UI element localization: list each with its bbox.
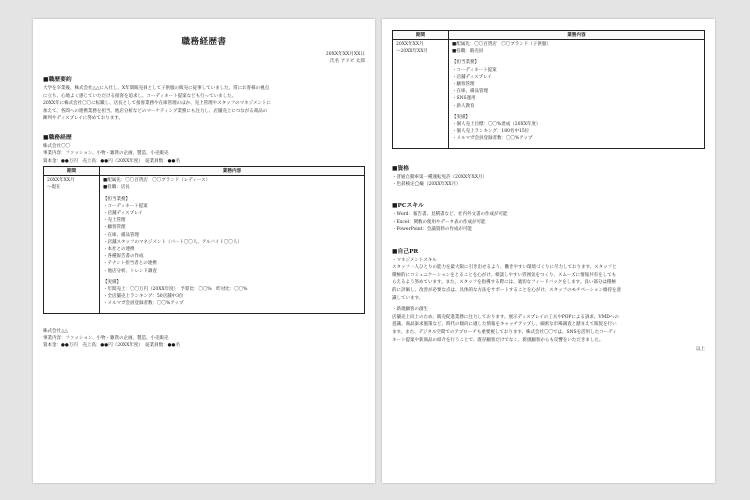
job-line: ・メルマガ会員登録者数：〇〇%アップ xyxy=(452,136,533,142)
table-row xyxy=(393,40,705,149)
job-line: ■役職：販売員 xyxy=(452,49,484,55)
job-line: ・各種報告書の作成 xyxy=(103,254,144,260)
pr-line: ネート提案や新商品の紹介を行うことで、既存顧客だけでなく、新規顧客からも反響をいただきました。 xyxy=(392,337,604,343)
job-line: 【担当業務】 xyxy=(103,196,130,202)
summary-body xyxy=(43,85,365,123)
job-line: ・売上管理 xyxy=(103,218,126,224)
company-name: 株式会社△△ xyxy=(43,328,68,334)
pr-line: ・マネジメントスキル xyxy=(392,257,437,263)
pr-line: ます。また、デジタル空間でのアプローチも重要視しております。株式会社〇〇では、SNSを活用したコーディ xyxy=(392,330,617,336)
career-table xyxy=(43,166,365,313)
table-row xyxy=(44,176,365,313)
pc-skills-heading: ■PCスキル xyxy=(392,203,424,210)
summary-line: に立ち、心地よく感じていただける接客を追求し、コーディネート提案なども行っていました。 xyxy=(43,93,237,99)
job-line: ・在庫、備品管理 xyxy=(103,232,139,238)
summary-line: 加えて、各間への連携業務を担当。他店分析などのマーケティング業務にも注力し、店舗売上につながる商品の xyxy=(43,108,268,114)
summary-line: 20XX年に株式会社〇〇に転職し、店長として接客業務や在庫管理のほか、売上管理やスタッフのマネジメントに xyxy=(43,101,271,107)
summary-heading: ■職歴要約 xyxy=(43,77,72,83)
job-line: ・年間売上：〇〇万円（20XX年度） 予算比：〇〇% 昨対比：〇〇% xyxy=(103,287,248,293)
job-line: ・テナント担当者との連携 xyxy=(103,261,157,267)
job-line: ・コーディネート提案 xyxy=(452,67,497,73)
career-table xyxy=(392,30,705,149)
resume-page-left xyxy=(33,19,375,483)
pr-line: ・新規顧客の創生 xyxy=(392,307,428,313)
job-line: 【担当業務】 xyxy=(452,60,479,66)
content-cell xyxy=(449,40,705,149)
resume-page-right xyxy=(382,19,715,483)
summary-line: 大学を卒業後、株式会社△△に入社し、X年間販売員として子供服の販売に従事していました。常にお客様の視点 xyxy=(43,86,270,91)
job-line: ・コーディネート提案 xyxy=(103,203,148,209)
period-cell xyxy=(393,40,449,149)
job-line: ■配属先：〇〇百貨店 〇〇ブランド（レディース） xyxy=(103,178,211,184)
job-line: ・在庫、備品管理 xyxy=(452,89,488,95)
closing-text: 以上 xyxy=(696,347,705,353)
pr-line: スタッフ一人ひとりの能力を最大限に引き出せるよう、働きやすい環境づくりに尽力しております。スタッフと xyxy=(392,265,617,271)
job-line: ・他店分析、トレンド調査 xyxy=(103,268,157,274)
job-line: ・店舗ディスプレイ xyxy=(103,211,143,216)
job-line: ・個人売上ランキング：180名中15位 xyxy=(452,129,530,135)
pr-line: 店舗売上向上のため、販売促進業務に注力しております。展示ディスプレイの工夫やPOPによる訴求、VMDへの xyxy=(392,314,619,320)
pr-line: 意識、商品訴求施策など、時代の傾向に適した情報をキャッチアップし、細密な市場調査と踏まえて販促を行い xyxy=(392,322,617,328)
company-capital: 資本金：●●万円 売上高：●●円（20XX年度） 従業員数：●●名 xyxy=(43,343,180,349)
job-line: ・本社との連携 xyxy=(103,247,135,253)
period-start: 20XX年XX月 xyxy=(47,178,75,184)
table-header-period: 期間 xyxy=(393,31,449,40)
table-header-content: 業務内容 xyxy=(449,31,705,40)
pc-skill-item: ・Word：報告書、見積書など、社内外文書の作成が可能 xyxy=(392,212,508,218)
period-start: 20XX年XX月 xyxy=(396,42,424,47)
pr-line: 積極的にコミュニケーションをとることを心がけ、相談しやすい雰囲気をつくり、スムーズに情報共有をしても xyxy=(392,272,617,278)
self-pr-heading: ■自己PR xyxy=(392,248,419,255)
job-line: ・個人売上目標：〇〇%達成（20XX年度） xyxy=(452,122,541,128)
job-line: ・顧客管理 xyxy=(452,82,475,88)
summary-line: 陳列やディスプレイに努めております。 xyxy=(43,116,123,122)
table-header-content: 業務内容 xyxy=(100,167,365,176)
document-date: 20XX年XX月XX日 xyxy=(325,52,365,57)
period-end: 〜現在 xyxy=(47,185,61,191)
job-line: 【実績】 xyxy=(103,279,121,285)
content-cell xyxy=(100,176,365,313)
job-line: ・店舗スタッフのマネジメント（パート〇〇人、アルバイト〇〇人） xyxy=(103,239,242,245)
job-line: ・メルマガ会員登録者数：〇〇%アップ xyxy=(103,301,184,307)
job-line: ・新人教育 xyxy=(452,103,475,109)
document-title: 職務経歴書 xyxy=(181,37,227,47)
job-line: ・顧客管理 xyxy=(103,225,126,231)
pr-line: 的に評価し、改善が必要な点は、具体的な方法をサポートすることを心がけ、スタッフのモチベーション維持を意 xyxy=(392,288,622,294)
company-business: 事業内容：ファッション、小物・雑貨の企画、製造、小売販売 xyxy=(43,336,169,342)
qualification-item: ・色彩検定◯級（20XX年XX月） xyxy=(392,182,461,188)
pc-skill-item: ・PowerPoint：会議資料の作成が可能 xyxy=(392,227,472,233)
job-line: ■役職：店長 xyxy=(103,185,130,191)
qualification-item: ・普通自動車第一種運転免許（20XX年XX月） xyxy=(392,174,488,180)
pc-skill-item: ・Excel：関数の使用やデータ表の作成が可能 xyxy=(392,219,486,225)
job-line: ・SNS運用 xyxy=(452,96,476,102)
company-business: 事業内容：ファッション、小物・雑貨の企画、製造、小売販売 xyxy=(43,151,169,157)
history-heading: ■職務経歴 xyxy=(43,134,72,141)
pr-line: らえるよう努めています。また、スタッフを指導する際には、適切なフィードバックをします。良い部分は積極 xyxy=(392,280,616,286)
qualifications-heading: ■資格 xyxy=(392,165,410,172)
company-name: 株式会社〇〇 xyxy=(43,143,70,149)
pr-line: 識しています。 xyxy=(392,295,424,301)
company-capital: 資本金：●●万円 売上高：●●円（20XX年度） 従業員数：●●名 xyxy=(43,158,180,164)
job-line: ・全店舗売上ランキング：50店舗中3位 xyxy=(103,294,184,300)
period-cell xyxy=(44,176,100,313)
job-line: ・店舗ディスプレイ xyxy=(452,74,492,80)
table-header-period: 期間 xyxy=(44,167,100,176)
period-end: 〜20XX年XX月 xyxy=(396,49,429,55)
job-line: 【実績】 xyxy=(452,114,470,120)
job-line: ■配属先：〇〇百貨店 〇〇ブランド（子供服） xyxy=(452,42,551,47)
applicant-name: 氏名 アドビ 太郎 xyxy=(329,59,365,64)
